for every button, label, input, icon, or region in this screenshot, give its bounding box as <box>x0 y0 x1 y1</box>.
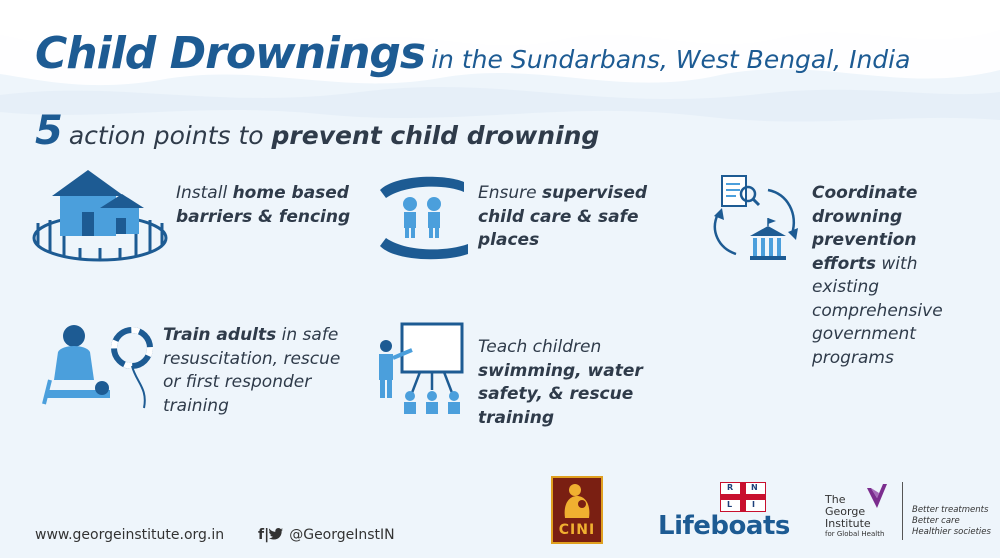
twitter-icon <box>269 528 283 540</box>
action-coordinate-efforts: Coordinate drowning prevention efforts with existing comprehensive government programs <box>812 183 943 368</box>
title-main: Child Drownings <box>35 28 426 79</box>
lifeboats-logo-text: Lifeboats <box>658 511 790 541</box>
facebook-icon: f| <box>258 527 270 543</box>
website-link[interactable]: www.georgeinstitute.org.in <box>35 527 225 543</box>
page-subtitle <box>35 108 599 154</box>
rnli-flag: R N L I <box>720 482 766 512</box>
subtitle-text: action points to <box>68 121 264 150</box>
subtitle-emphasis: prevent child drowning <box>271 121 600 150</box>
george-institute-name: The George Institute for Global Health <box>825 493 885 538</box>
cini-text: CINI <box>558 522 596 538</box>
title-location: in the Sundarbans, West Bengal, India <box>431 45 911 74</box>
teacher-board-icon <box>372 320 472 420</box>
logo-divider <box>902 482 903 540</box>
action-teach-children: Teach children swimming, water safety, & rescue training <box>478 337 643 428</box>
action-supervised-care: Ensure supervised child care & safe places <box>478 183 648 250</box>
action-train-adults: Train adults in safe resuscitation, rescue or first responder training <box>163 325 341 416</box>
george-institute-tagline: Better treatments Better care Healthier societies <box>912 505 991 537</box>
subtitle-number: 5 <box>35 108 63 154</box>
action-install-barriers: Install home based barriers & fencing <box>176 183 351 227</box>
adult-lifering-icon <box>40 318 160 418</box>
coordination-cycle-icon <box>706 170 806 270</box>
cini-logo <box>551 476 603 544</box>
mother-child-icon <box>553 478 601 522</box>
house-fence-icon <box>30 168 170 268</box>
social-handle[interactable]: f| @GeorgeInstIN <box>258 527 395 543</box>
hands-children-icon <box>376 170 472 266</box>
page-title <box>35 28 910 79</box>
